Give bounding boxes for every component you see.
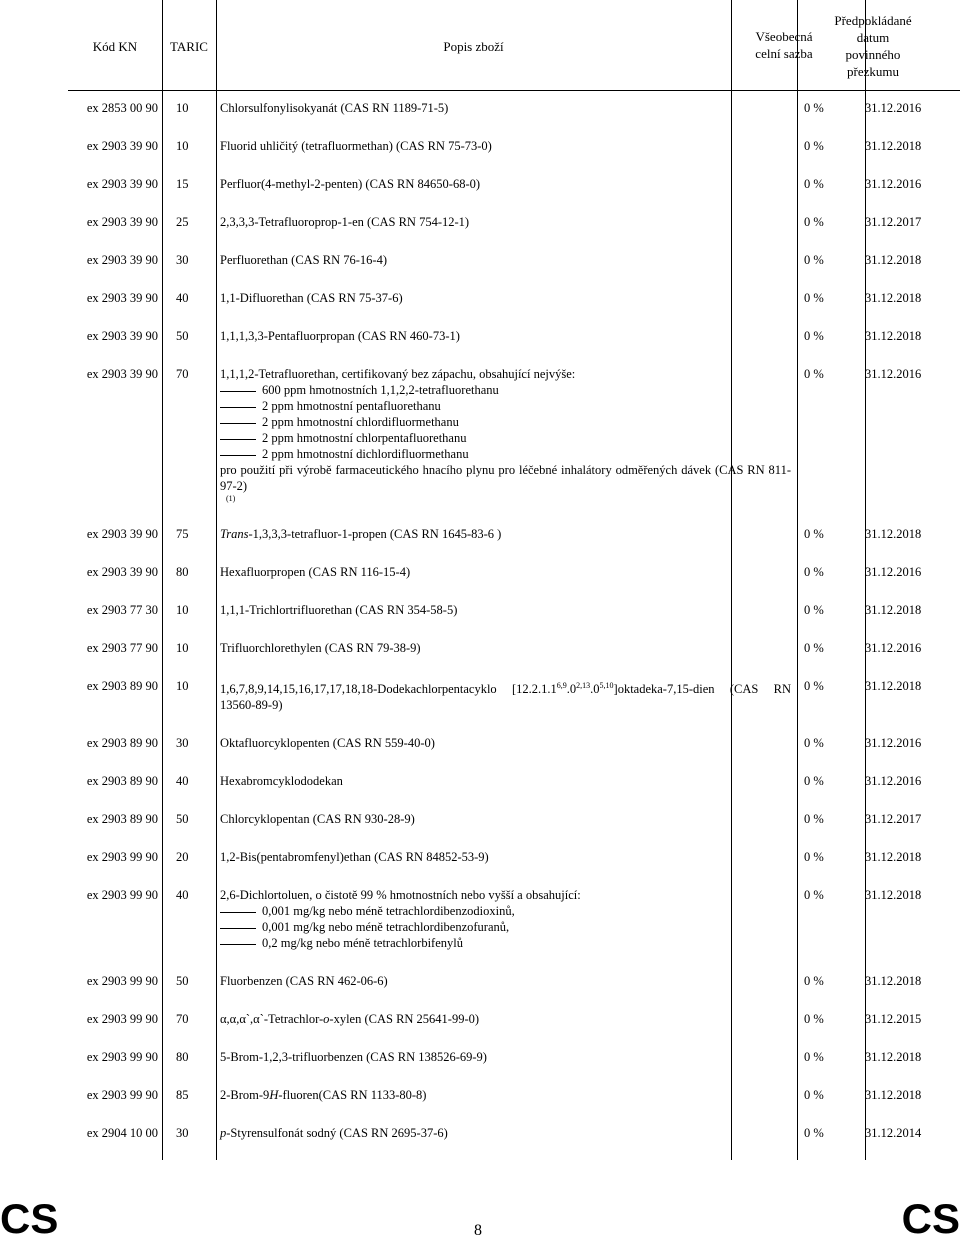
cell-kod-kn: ex 2903 99 90 [86, 974, 158, 989]
cell-taric: 30 [176, 736, 189, 751]
cell-review-date: 31.12.2018 [865, 291, 922, 305]
cell-kod-kn: ex 2903 89 90 [86, 812, 158, 827]
table-row [68, 656, 960, 713]
cell-review-date: 31.12.2016 [865, 774, 922, 789]
table-header [68, 0, 960, 91]
description-sub-item [220, 919, 791, 935]
table-row [68, 713, 960, 751]
cell-kod-kn: ex 2903 39 90 [86, 139, 158, 153]
cell-review-date: 31.12.2016 [865, 101, 922, 115]
cell-rate: 0 % [804, 888, 824, 903]
cell-taric: 80 [176, 1050, 189, 1065]
table-row [68, 1103, 960, 1141]
table-row [68, 542, 960, 580]
cell-rate: 0 % [804, 974, 824, 989]
table-row [68, 1065, 960, 1103]
table-row [68, 618, 960, 656]
dash-marker [220, 928, 256, 929]
footer-language-left: CS [0, 1195, 59, 1242]
cell-kod-kn: ex 2903 99 90 [86, 1050, 158, 1065]
cell-description [216, 887, 797, 951]
cell-description [216, 1125, 797, 1141]
sub-item-text: 2 ppm hmotnostní chlorpentafluorethanu [262, 431, 467, 445]
description-text: 1,1-Difluorethan (CAS RN 75-37-6) [220, 291, 403, 305]
header-prezkum [805, 12, 941, 80]
table-row [68, 504, 960, 542]
cell-review-date: 31.12.2016 [865, 367, 922, 381]
cell-rate: 0 % [804, 291, 824, 305]
cell-description [216, 811, 797, 827]
description-italic: Trans [220, 527, 249, 541]
sub-item-text: 600 ppm hmotnostních 1,1,2,2-tetrafluorethanu [262, 383, 499, 397]
cell-kod-kn: ex 2903 39 90 [86, 215, 158, 229]
table-row [68, 1027, 960, 1065]
dash-marker [220, 423, 256, 424]
table-row [68, 951, 960, 989]
description-text: Oktafluorcyklopenten (CAS RN 559-40-0) [220, 736, 435, 751]
table-body [68, 90, 960, 1141]
cell-description [216, 176, 797, 192]
table-row [68, 90, 960, 116]
cell-kod-kn: ex 2853 00 90 [86, 101, 158, 115]
cell-description [216, 602, 797, 618]
description-text: α,α,α`,α`-Tetrachlor- [220, 1012, 324, 1027]
table-row [68, 344, 960, 504]
dash-marker [220, 391, 256, 392]
cell-taric: 40 [176, 774, 189, 789]
cell-review-date: 31.12.2016 [865, 641, 922, 655]
cell-rate: 0 % [804, 215, 824, 229]
description-text: .0 [566, 682, 577, 697]
description-text: Fluorid uhličitý (tetrafluormethan) (CAS RN 75-73-0) [220, 139, 492, 153]
cell-description [216, 1049, 797, 1065]
cell-taric: 85 [176, 1088, 189, 1103]
dash-marker [220, 439, 256, 440]
cell-description [216, 526, 797, 542]
cell-taric: 10 [176, 641, 189, 655]
cell-kod-kn: ex 2903 99 90 [86, 1088, 158, 1103]
cell-kod-kn: ex 2903 77 90 [86, 641, 158, 655]
tariff-table [68, 0, 960, 1185]
sub-item-text: 0,001 mg/kg nebo méně tetrachlordibenzodioxinů, [262, 904, 515, 919]
header-popis: Popis zboží [443, 39, 504, 54]
cell-kod-kn: ex 2903 77 30 [86, 603, 158, 617]
description-text: Perfluor(4-methyl-2-penten) (CAS RN 84650-68-0) [220, 177, 481, 191]
description-text: Hexafluorpropen (CAS RN 116-15-4) [220, 565, 411, 579]
description-italic: H [269, 1088, 279, 1103]
cell-rate: 0 % [804, 641, 824, 655]
description-text: Hexabromcyklododekan [220, 774, 343, 789]
description-text: -Styrensulfonát sodný (CAS RN 2695-37-6) [226, 1126, 448, 1141]
description-sub-item [220, 414, 791, 430]
sub-item-text: 2 ppm hmotnostní chlordifluormethanu [262, 415, 459, 429]
cell-kod-kn: ex 2903 39 90 [86, 291, 158, 305]
table-row [68, 306, 960, 344]
description-text: ]oktadeka-7,15-dien (CAS RN 13560-89-9) [220, 682, 791, 713]
cell-review-date: 31.12.2015 [865, 1012, 922, 1027]
cell-review-date: 31.12.2018 [865, 974, 922, 989]
table-row [68, 192, 960, 230]
header-sazba-line1: Všeobecná [755, 29, 813, 44]
cell-review-date: 31.12.2014 [865, 1126, 922, 1141]
cell-review-date: 31.12.2016 [865, 177, 922, 191]
dash-marker [220, 912, 256, 913]
table-row [68, 751, 960, 789]
cell-kod-kn: ex 2903 99 90 [86, 850, 158, 865]
cell-kod-kn: ex 2903 39 90 [86, 177, 158, 191]
cell-description [216, 640, 797, 656]
cell-description [216, 564, 797, 580]
cell-kod-kn: ex 2903 39 90 [86, 253, 158, 267]
sub-item-text: 0,001 mg/kg nebo méně tetrachlordibenzofuranů, [262, 920, 510, 935]
cell-description [216, 100, 797, 116]
cell-review-date: 31.12.2017 [865, 812, 922, 827]
superscript: 2,13 [576, 681, 591, 690]
cell-rate: 0 % [804, 527, 824, 541]
description-text: 1,1,1,3,3-Pentafluorpropan (CAS RN 460-73-1) [220, 329, 460, 343]
description-text: 1,6,7,8,9,14,15,16,17,17,18,18-Dodekachlorpentacyklo [12.2.1.1 [220, 682, 557, 697]
cell-kod-kn: ex 2903 39 90 [86, 367, 158, 381]
cell-kod-kn: ex 2903 89 90 [86, 736, 158, 751]
description-sub-item [220, 446, 791, 462]
cell-kod-kn: ex 2903 99 90 [86, 888, 158, 903]
cell-description [216, 1011, 797, 1027]
cell-review-date: 31.12.2018 [865, 850, 922, 865]
cell-review-date: 31.12.2018 [865, 329, 922, 343]
description-sub-item [220, 903, 791, 919]
cell-kod-kn: ex 2903 39 90 [86, 565, 158, 579]
description-text: -xylen (CAS RN 25641-99-0) [329, 1012, 480, 1027]
table-row [68, 827, 960, 865]
cell-review-date: 31.12.2017 [865, 215, 922, 229]
table-row [68, 116, 960, 154]
cell-rate: 0 % [804, 603, 824, 617]
cell-kod-kn: ex 2903 39 90 [86, 527, 158, 541]
header-prezkum-line1: Předpokládané [834, 13, 912, 28]
description-text: .0 [590, 682, 600, 697]
cell-taric: 80 [176, 565, 189, 579]
description-text: Chlorsulfonylisokyanát (CAS RN 1189-71-5) [220, 101, 449, 115]
superscript: 6,9 [556, 681, 567, 690]
header-prezkum-line2: datum [856, 30, 890, 45]
cell-taric: 10 [176, 679, 189, 693]
cell-taric: 50 [176, 812, 189, 827]
table-row [68, 865, 960, 951]
cell-review-date: 31.12.2018 [865, 679, 922, 693]
cell-rate: 0 % [804, 367, 824, 381]
cell-taric: 40 [176, 291, 189, 305]
dash-marker [220, 455, 256, 456]
cell-kod-kn: ex 2903 39 90 [86, 329, 158, 343]
cell-taric: 40 [176, 888, 189, 903]
description-text: Fluorbenzen (CAS RN 462-06-6) [220, 974, 388, 989]
footnote-ref: (1) [226, 494, 236, 503]
cell-description [216, 1087, 797, 1103]
description-sub-item [220, 935, 791, 951]
cell-review-date: 31.12.2016 [865, 565, 922, 579]
sub-item-text: 2 ppm hmotnostní dichlordifluormethanu [262, 447, 469, 461]
cell-rate: 0 % [804, 565, 824, 579]
table-row [68, 154, 960, 192]
cell-rate: 0 % [804, 736, 824, 751]
description-text: 2,3,3,3-Tetrafluoroprop-1-en (CAS RN 754-12-1) [220, 215, 470, 229]
header-prezkum-line3: povinného [845, 47, 901, 62]
description-sub-item [220, 398, 791, 414]
table-row [68, 580, 960, 618]
cell-kod-kn: ex 2903 89 90 [86, 774, 158, 789]
header-prezkum-line4: přezkumu [847, 64, 899, 79]
cell-review-date: 31.12.2018 [865, 139, 922, 153]
cell-rate: 0 % [804, 1126, 824, 1141]
cell-taric: 15 [176, 177, 189, 191]
cell-taric: 25 [176, 215, 189, 229]
description-text: Perfluorethan (CAS RN 76-16-4) [220, 253, 387, 267]
cell-kod-kn: ex 2903 89 90 [86, 679, 158, 693]
description-text: -fluoren(CAS RN 1133-80-8) [278, 1088, 427, 1103]
cell-description [216, 214, 797, 230]
description-text: -1,3,3,3-tetrafluor-1-propen (CAS RN 1645-83-6 ) [248, 527, 502, 541]
cell-review-date: 31.12.2018 [865, 888, 922, 903]
cell-description [216, 973, 797, 989]
superscript: 5,10 [599, 681, 614, 690]
description-text: 1,1,1,2-Tetrafluorethan, certifikovaný bez zápachu, obsahující nejvýše: [220, 367, 576, 381]
cell-taric: 10 [176, 603, 189, 617]
description-text: 1,2-Bis(pentabromfenyl)ethan (CAS RN 84852-53-9) [220, 850, 489, 865]
table-row [68, 230, 960, 268]
cell-taric: 20 [176, 850, 189, 865]
description-text: 1,1,1-Trichlortrifluorethan (CAS RN 354-58-5) [220, 603, 458, 617]
description-text: 2,6-Dichlortoluen, o čistotě 99 % hmotnostních nebo vyšší a obsahující: [220, 888, 581, 903]
cell-description [216, 678, 797, 713]
description-italic: p [220, 1126, 227, 1141]
cell-kod-kn: ex 2904 10 00 [86, 1126, 158, 1141]
cell-rate: 0 % [804, 1012, 824, 1027]
cell-description [216, 735, 797, 751]
cell-review-date: 31.12.2018 [865, 527, 922, 541]
table-row [68, 268, 960, 306]
description-italic: o [323, 1012, 330, 1027]
cell-description [216, 849, 797, 865]
cell-rate: 0 % [804, 774, 824, 789]
description-text: Chlorcyklopentan (CAS RN 930-28-9) [220, 812, 415, 827]
cell-description [216, 328, 797, 344]
cell-review-date: 31.12.2018 [865, 603, 922, 617]
table-row [68, 989, 960, 1027]
sub-item-text: 0,2 mg/kg nebo méně tetrachlorbifenylů [262, 936, 463, 951]
cell-review-date: 31.12.2018 [865, 1088, 922, 1103]
cell-taric: 70 [176, 367, 189, 381]
cell-taric: 10 [176, 101, 189, 115]
header-sazba-line2: celní sazba [755, 46, 813, 61]
cell-description [216, 252, 797, 268]
cell-rate: 0 % [804, 253, 824, 267]
page-number: 8 [474, 1222, 482, 1239]
cell-taric: 30 [176, 1126, 189, 1141]
header-taric: TARIC [170, 39, 208, 54]
cell-description [216, 290, 797, 306]
cell-review-date: 31.12.2018 [865, 1050, 922, 1065]
cell-taric: 50 [176, 974, 189, 989]
dash-marker [220, 407, 256, 408]
cell-rate: 0 % [804, 101, 824, 115]
cell-review-date: 31.12.2016 [865, 736, 922, 751]
dash-marker [220, 944, 256, 945]
cell-taric: 50 [176, 329, 189, 343]
cell-kod-kn: ex 2903 99 90 [86, 1012, 158, 1027]
description-text: 5-Brom-1,2,3-trifluorbenzen (CAS RN 138526-69-9) [220, 1050, 487, 1065]
cell-rate: 0 % [804, 177, 824, 191]
cell-description [216, 138, 797, 154]
cell-rate: 0 % [804, 139, 824, 153]
cell-description [216, 773, 797, 789]
cell-rate: 0 % [804, 1050, 824, 1065]
description-text: Trifluorchlorethylen (CAS RN 79-38-9) [220, 641, 421, 655]
header-kod-kn: Kód KN [92, 39, 138, 54]
cell-rate: 0 % [804, 850, 824, 865]
description-text: 2-Brom-9 [220, 1088, 270, 1103]
cell-rate: 0 % [804, 812, 824, 827]
description-sub-item [220, 430, 791, 446]
cell-taric: 75 [176, 527, 189, 541]
cell-rate: 0 % [804, 679, 824, 693]
cell-review-date: 31.12.2018 [865, 253, 922, 267]
cell-taric: 30 [176, 253, 189, 267]
description-tail: pro použití při výrobě farmaceutického hnacího plynu pro léčebné inhalátory odměřených dávek (CAS RN 811-97-2) [220, 463, 791, 493]
description-sub-item [220, 382, 791, 398]
cell-taric: 10 [176, 139, 189, 153]
footer-language-right: CS [901, 1195, 960, 1242]
cell-description [216, 366, 797, 504]
cell-taric: 70 [176, 1012, 189, 1027]
table-row [68, 789, 960, 827]
sub-item-text: 2 ppm hmotnostní pentafluorethanu [262, 399, 441, 413]
cell-rate: 0 % [804, 1088, 824, 1103]
cell-rate: 0 % [804, 329, 824, 343]
